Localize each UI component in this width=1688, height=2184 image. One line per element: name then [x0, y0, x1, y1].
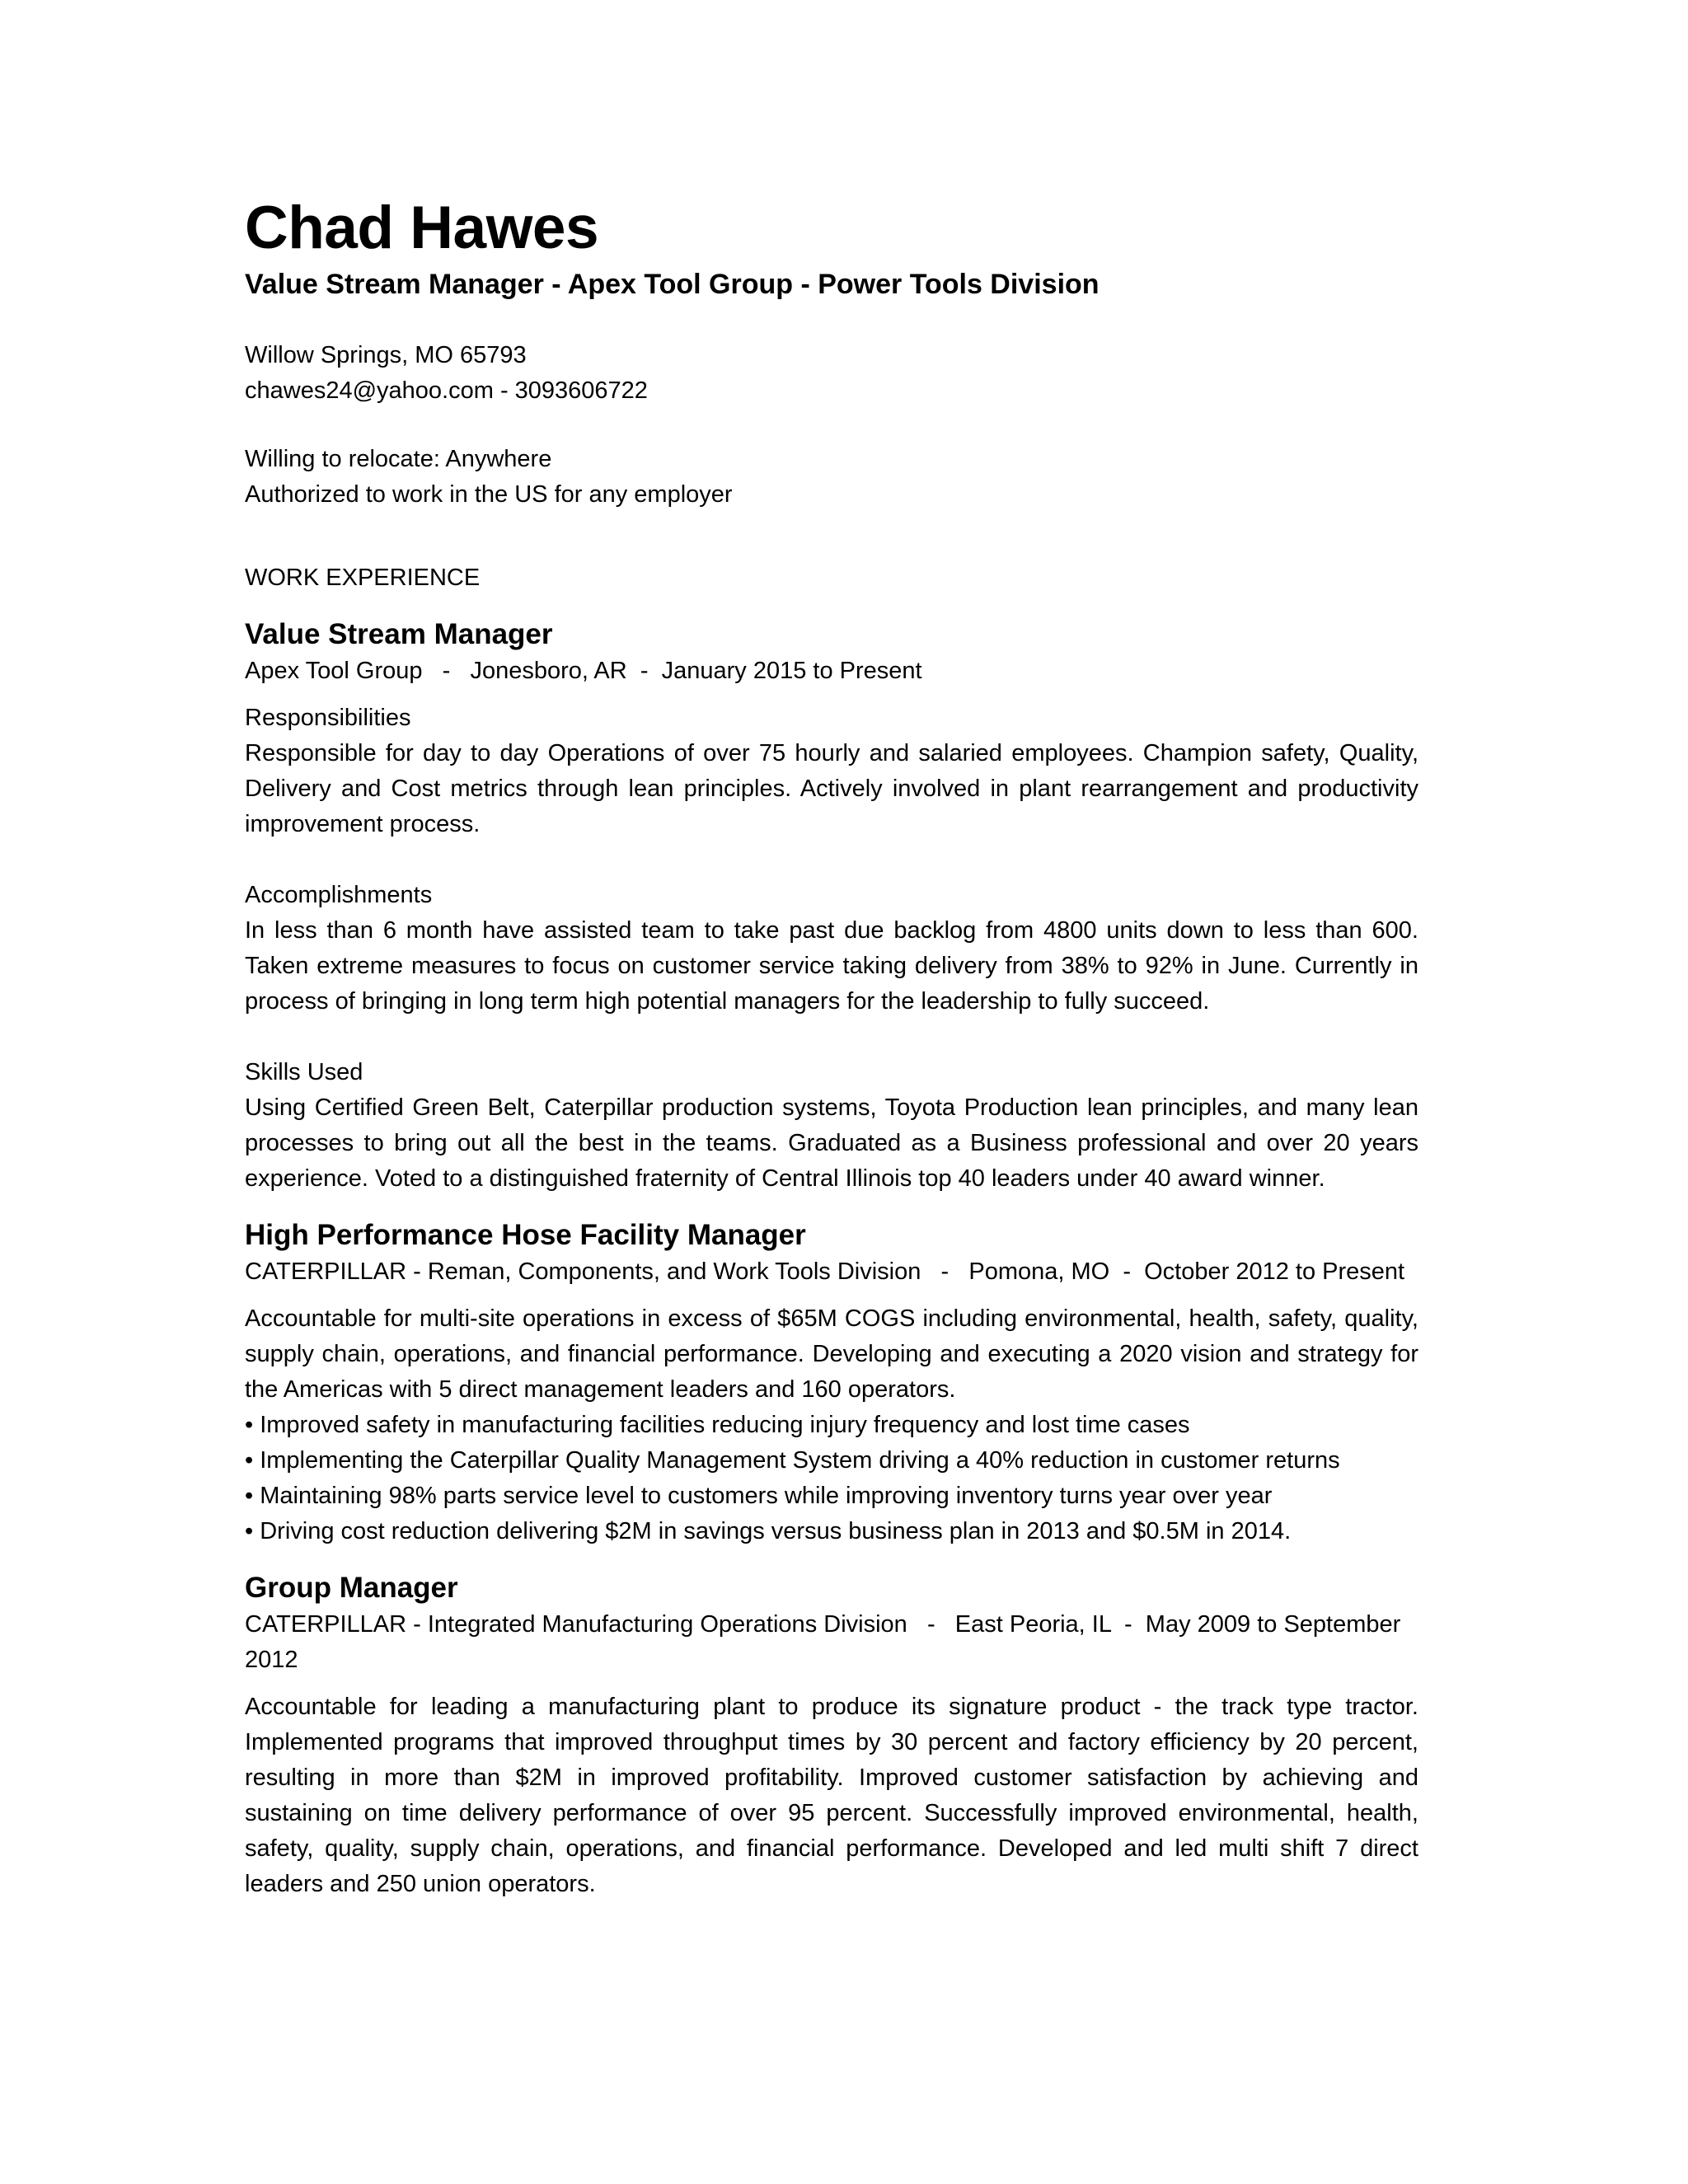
job-entry-3 [245, 1571, 1418, 1902]
job-title: Group Manager [245, 1571, 458, 1604]
job-meta: Apex Tool Group - Jonesboro, AR - January 2015 to Present [245, 657, 922, 684]
job-title: Value Stream Manager [245, 617, 553, 650]
resume-page [245, 194, 1418, 1902]
job-meta: CATERPILLAR - Reman, Components, and Work Tools Division - Pomona, MO - October 2012 to Present [245, 1258, 1405, 1285]
job-meta: CATERPILLAR - Integrated Manufacturing Operations Division - East Peoria, IL - May 2009 to September 2012 [245, 1610, 1408, 1673]
contact-block [245, 338, 1418, 409]
skills-text: Using Certified Green Belt, Caterpillar production systems, Toyota Production lean principles, and many lean processes to bring out all the best in the teams. Graduated as a Business professional and over 20 years experience. Voted to a distinguished fraternity of Central Illinois top 40 leaders under 40 award winner. [245, 1094, 1418, 1192]
list-item: • Driving cost reduction delivering $2M in savings versus business plan in 2013 and $0.5M in 2014. [245, 1514, 1418, 1549]
list-item: • Maintaining 98% parts service level to customers while improving inventory turns year over year [245, 1479, 1418, 1514]
work-eligibility-block [245, 442, 1418, 513]
list-item: • Improved safety in manufacturing facilities reducing injury frequency and lost time cases [245, 1408, 1418, 1443]
accomplishments-label: Accomplishments [245, 881, 433, 908]
job-title: High Performance Hose Facility Manager [245, 1218, 806, 1251]
candidate-name: Chad Hawes [245, 194, 599, 261]
location-text: Willow Springs, MO 65793 [245, 341, 527, 368]
responsibilities-text: Responsible for day to day Operations of over 75 hourly and salaried employees. Champion safety, Quality, Delivery and Cost metrics through lean principles. Actively involved in plant rearrangement and productivity improvement process. [245, 739, 1418, 837]
job-description: Accountable for leading a manufacturing plant to produce its signature product - the track type tractor. Implemented programs that improved throughput times by 30 percent and factory efficiency by 20 percent, resulting in more than $2M in improved profitability. Improved customer satisfaction by achieving and sustaining on time delivery performance of over 95 percent. Successfully improved environmental, health, safety, quality, supply chain, operations, and financial performance. Developed and led multi shift 7 direct leaders and 250 union operators. [245, 1693, 1418, 1897]
job-description: Accountable for multi-site operations in excess of $65M COGS including environmental, health, safety, quality, supply chain, operations, and financial performance. Developing and executing a 2020 vision and strategy for the Americas with 5 direct management leaders and 160 operators. [245, 1305, 1418, 1403]
accomplishments-text: In less than 6 month have assisted team to take past due backlog from 4800 units down to less than 600. Taken extreme measures to focus on customer service taking delivery from 38% to 92% in June. Currently in process of bringing in long term high potential managers for the leadership to fully succeed. [245, 916, 1418, 1015]
job-entry-2 [245, 1218, 1418, 1549]
responsibilities-label: Responsibilities [245, 704, 411, 731]
relocate-text: Willing to relocate: Anywhere [245, 445, 552, 472]
work-experience-heading: WORK EXPERIENCE [245, 564, 481, 591]
job-entry-1 [245, 617, 1418, 1197]
achievement-list [245, 1408, 1418, 1549]
candidate-headline: Value Stream Manager - Apex Tool Group - Power Tools Division [245, 269, 1100, 300]
list-item: • Implementing the Caterpillar Quality Management System driving a 40% reduction in customer returns [245, 1443, 1418, 1479]
skills-label: Skills Used [245, 1058, 363, 1085]
email-phone-text: chawes24@yahoo.com - 3093606722 [245, 377, 648, 404]
authorization-text: Authorized to work in the US for any employer [245, 480, 733, 508]
